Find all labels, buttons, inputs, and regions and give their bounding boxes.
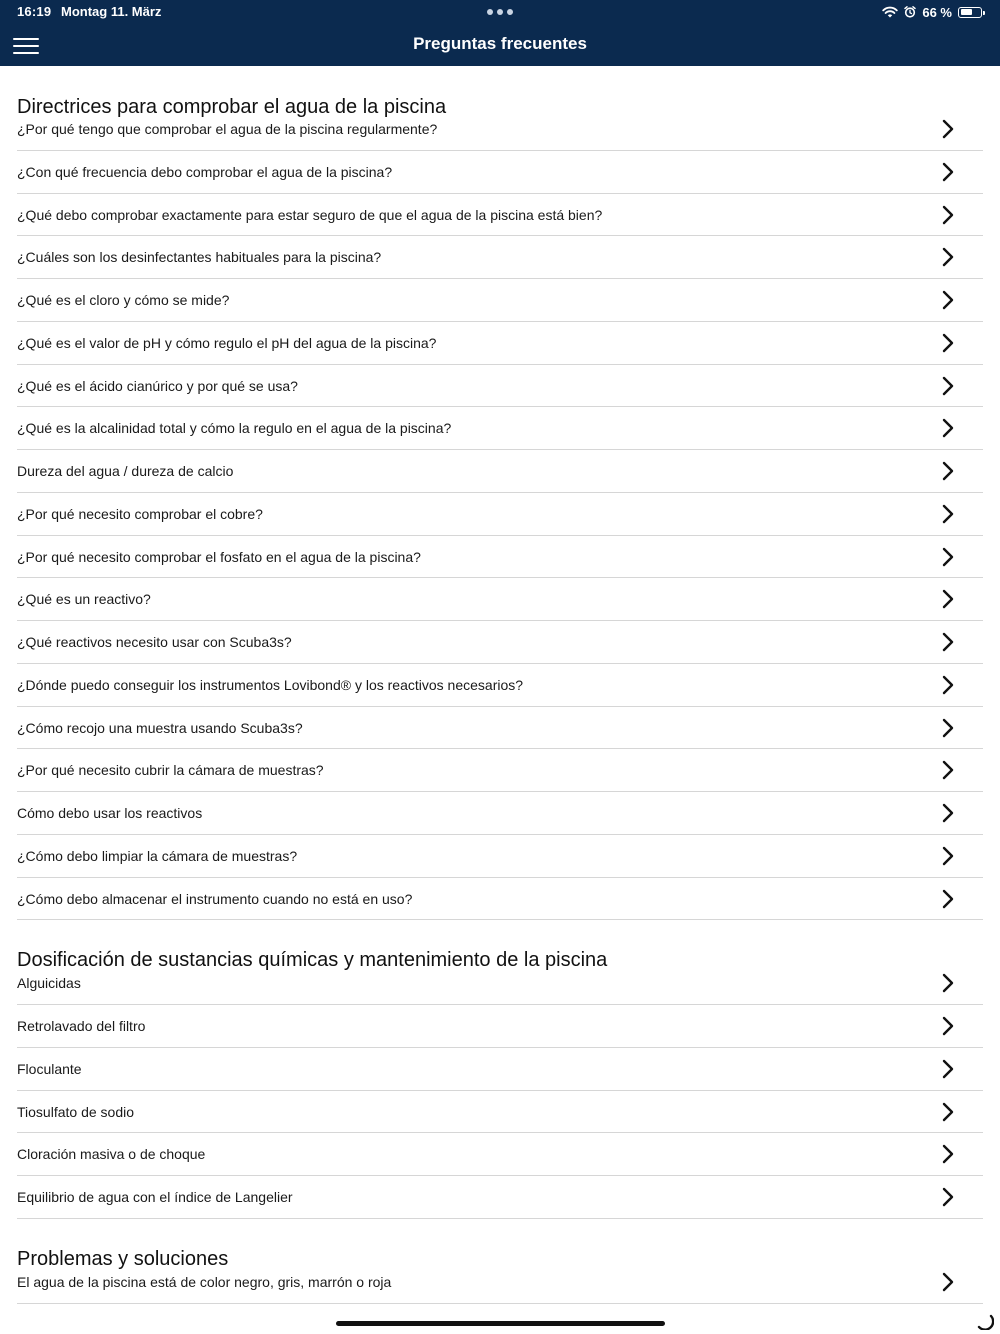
chevron-right-icon <box>941 718 955 738</box>
faq-question-label: ¿Qué es el ácido cianúrico y por qué se usa? <box>17 377 298 394</box>
faq-list-item[interactable] <box>17 835 983 878</box>
chevron-right-icon <box>941 1016 955 1036</box>
chevron-right-icon <box>941 247 955 267</box>
chevron-right-icon <box>941 1187 955 1207</box>
faq-question-label: Cloración masiva o de choque <box>17 1146 206 1163</box>
chevron-right-icon <box>941 162 955 182</box>
battery-level <box>961 9 973 15</box>
faq-question-label: ¿Cómo debo almacenar el instrumento cuando no está en uso? <box>17 890 413 907</box>
page-title: Preguntas frecuentes <box>413 34 587 53</box>
faq-question-label: ¿Qué debo comprobar exactamente para estar seguro de que el agua de la piscina está bien? <box>17 206 603 223</box>
faq-list-item[interactable] <box>17 493 983 536</box>
faq-question-label: ¿Dónde puedo conseguir los instrumentos Lovibond® y los reactivos necesarios? <box>17 676 524 693</box>
chevron-right-icon <box>941 760 955 780</box>
faq-list-item[interactable] <box>17 749 983 792</box>
chevron-right-icon <box>941 333 955 353</box>
home-indicator[interactable] <box>336 1321 665 1326</box>
chevron-right-icon <box>941 1272 955 1292</box>
faq-list-item[interactable] <box>17 407 983 450</box>
status-time: 16:19 <box>17 4 52 19</box>
faq-list-item[interactable] <box>17 878 983 921</box>
faq-list-item[interactable] <box>17 1048 983 1091</box>
faq-question-label: Dureza del agua / dureza de calcio <box>17 463 234 479</box>
faq-list-item[interactable] <box>17 194 983 237</box>
faq-question-label: Floculante <box>17 1060 82 1077</box>
chevron-right-icon <box>941 589 955 609</box>
faq-list-item[interactable] <box>17 962 983 1005</box>
faq-question-label: Alguicidas <box>17 975 81 992</box>
faq-question-label: ¿Por qué tengo que comprobar el agua de la piscina regularmente? <box>17 121 438 137</box>
chevron-right-icon <box>941 1102 955 1122</box>
faq-list-item[interactable] <box>17 450 983 493</box>
loading-spinner-icon <box>974 1310 994 1330</box>
chevron-right-icon <box>941 803 955 823</box>
faq-question-label: El agua de la piscina está de color negro, gris, marrón o roja <box>17 1273 392 1290</box>
battery-icon <box>958 7 982 18</box>
faq-list-item[interactable] <box>17 536 983 579</box>
faq-list-item[interactable] <box>17 664 983 707</box>
faq-question-label: ¿Cómo debo limpiar la cámara de muestras? <box>17 847 298 864</box>
chevron-right-icon <box>941 205 955 225</box>
wifi-icon <box>882 6 898 18</box>
faq-list <box>0 66 1000 1304</box>
chevron-right-icon <box>941 675 955 695</box>
chevron-right-icon <box>941 290 955 310</box>
top-bar <box>0 0 1000 66</box>
faq-list-item[interactable] <box>17 1176 983 1219</box>
section-heading: Problemas y soluciones <box>17 1247 229 1270</box>
chevron-right-icon <box>941 418 955 438</box>
faq-list-item[interactable] <box>17 236 983 279</box>
faq-question-label: ¿Qué es la alcalinidad total y cómo la regulo en el agua de la piscina? <box>17 420 452 437</box>
chevron-right-icon <box>941 376 955 396</box>
chevron-right-icon <box>941 1144 955 1164</box>
section-heading: Directrices para comprobar el agua de la piscina <box>17 96 447 118</box>
faq-question-label: ¿Por qué necesito comprobar el fosfato en el agua de la piscina? <box>17 548 421 565</box>
chevron-right-icon <box>941 504 955 524</box>
faq-question-label: ¿Qué es el cloro y cómo se mide? <box>17 292 230 308</box>
chevron-right-icon <box>941 632 955 652</box>
faq-question-label: ¿Cómo recojo una muestra usando Scuba3s? <box>17 719 303 736</box>
chevron-right-icon <box>941 973 955 993</box>
faq-list-item[interactable] <box>17 578 983 621</box>
faq-question-label: Retrolavado del filtro <box>17 1018 146 1034</box>
faq-list-item[interactable] <box>17 1091 983 1134</box>
status-indicators <box>882 3 982 21</box>
faq-question-label: ¿Qué es un reactivo? <box>17 591 151 608</box>
faq-list-item[interactable] <box>17 322 983 365</box>
faq-list-item[interactable] <box>17 365 983 408</box>
faq-list-item[interactable] <box>17 1133 983 1176</box>
faq-list-item[interactable] <box>17 707 983 750</box>
section-heading: Dosificación de sustancias químicas y mantenimiento de la piscina <box>17 949 608 972</box>
faq-question-label: ¿Por qué necesito cubrir la cámara de muestras? <box>17 762 324 779</box>
chevron-right-icon <box>941 547 955 567</box>
faq-question-label: Equilibrio de agua con el índice de Langelier <box>17 1189 293 1205</box>
status-date: Montag 11. März <box>61 4 162 19</box>
faq-list-item[interactable] <box>17 151 983 194</box>
faq-question-label: ¿Cuáles son los desinfectantes habituales para la piscina? <box>17 249 382 266</box>
faq-question-label: Cómo debo usar los reactivos <box>17 805 203 821</box>
faq-list-item[interactable] <box>17 792 983 835</box>
faq-question-label: ¿Con qué frecuencia debo comprobar el agua de la piscina? <box>17 163 393 180</box>
faq-list-item[interactable] <box>17 621 983 664</box>
faq-question-label: ¿Qué es el valor de pH y cómo regulo el pH del agua de la piscina? <box>17 334 437 351</box>
chevron-right-icon <box>941 846 955 866</box>
chevron-right-icon <box>941 461 955 481</box>
faq-question-label: Tiosulfato de sodio <box>17 1103 134 1120</box>
faq-list-item[interactable] <box>17 1261 983 1304</box>
faq-list-item[interactable] <box>17 1005 983 1048</box>
faq-list-item[interactable] <box>17 108 983 151</box>
faq-list-item[interactable] <box>17 279 983 322</box>
chevron-right-icon <box>941 1059 955 1079</box>
chevron-right-icon <box>941 119 955 139</box>
faq-question-label: ¿Qué reactivos necesito usar con Scuba3s? <box>17 634 292 650</box>
faq-question-label: ¿Por qué necesito comprobar el cobre? <box>17 505 263 522</box>
alarm-icon <box>904 6 916 18</box>
chevron-right-icon <box>941 889 955 909</box>
battery-percentage: 66 % <box>922 4 952 20</box>
multitasking-dots-icon[interactable] <box>487 9 513 15</box>
